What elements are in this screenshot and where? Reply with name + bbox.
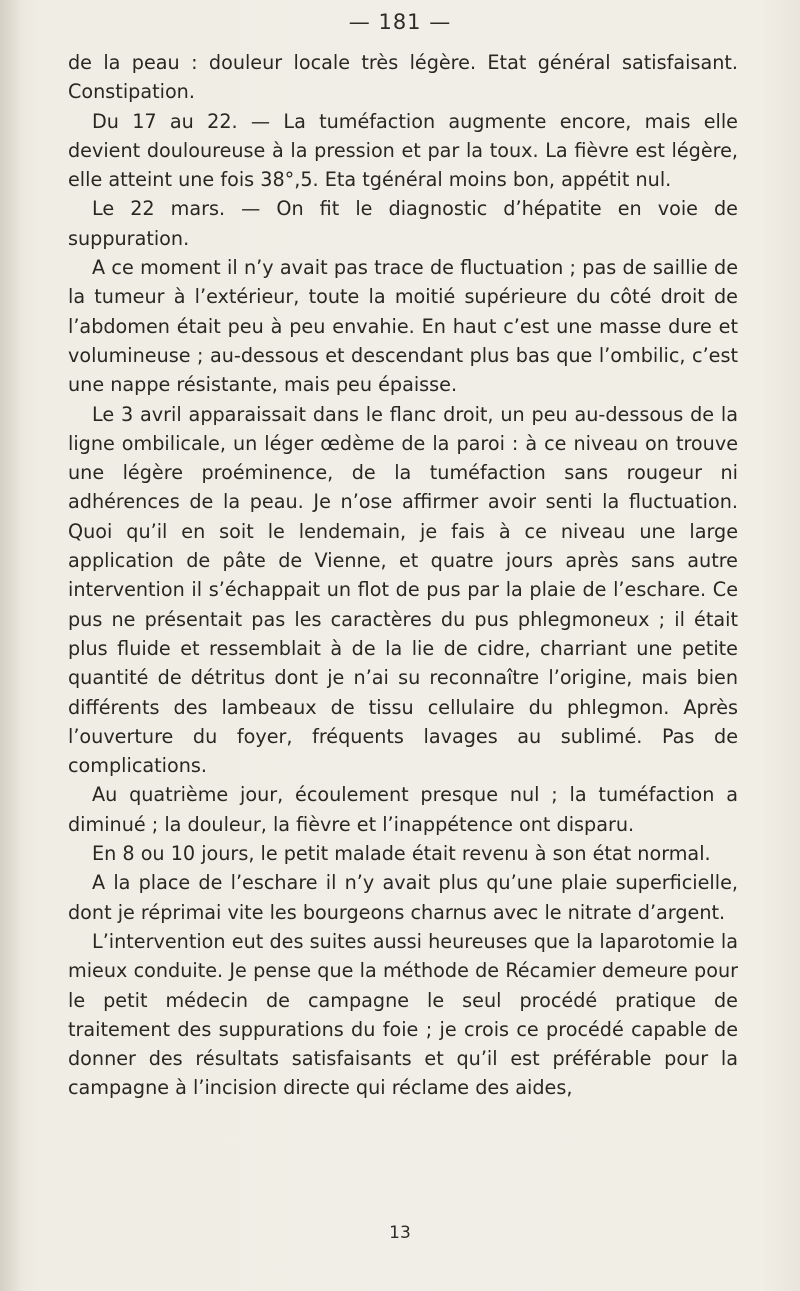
paragraph-6: Au quatrième jour, écoulement presque nul ; la tuméfaction a diminué ; la douleur, la fièvre et l’inappétence ont disparu. [68,783,738,836]
page-number: — 181 — [348,10,452,34]
signature-number: 13 [389,1223,411,1243]
paragraph-7: En 8 ou 10 jours, le petit malade était revenu à son état normal. [92,842,711,866]
paragraph-9: L’intervention eut des suites aussi heureuses que la laparotomie la mieux conduite. Je pense que la méthode de Récamier demeure pour le petit médecin de campagne le seul procédé pratique de traitement des suppurations du foie ; je crois ce procédé capable de donner des résultats satisfaisants et qu’il est préférable pour la campagne à l’incision directe qui réclame des aides, [68,929,738,1100]
paragraph-2: Du 17 au 22. — La tuméfaction augmente encore, mais elle devient douloureuse à la pression et par la toux. La fièvre est légère, elle atteint une fois 38°,5. Eta tgénéral moins bon, appétit nul. [68,109,738,192]
paragraph-3: Le 22 mars. — On fit le diagnostic d’hépatite en voie de suppuration. [68,197,738,250]
paragraph-8: A la place de l’eschare il n’y avait plus qu’une plaie superficielle, dont je réprimai vite les bourgeons charnus avec le nitrate d’argent. [68,871,738,924]
paragraph-5: Le 3 avril apparaissait dans le flanc droit, un peu au-dessous de la ligne ombilicale, un léger œdème de la paroi : à ce niveau on trouve une légère proéminence, de la tuméfaction sans rougeur ni adhérences de la peau. Je n’ose affirmer avoir senti la fluctuation. Quoi qu’il en soit le lendemain, je fais à ce niveau une large application de pâte de Vienne, et quatre jours après sans autre intervention il s’échappait un flot de pus par la plaie de l’eschare. Ce pus ne présentait pas les caractères du pus phlegmoneux ; il était plus fluide et ressemblait à de la lie de cidre, charriant une petite quantité de détritus dont je n’ai su reconnaître l’origine, mais bien différents des lambeaux de tissu cellulaire du phlegmon. Après l’ouverture du foyer, fréquents lavages au sublimé. Pas de complications. [68,402,738,778]
page-spine-shadow [0,0,22,1291]
body-text [68,48,738,1103]
paragraph-4: A ce moment il n’y avait pas trace de fluctuation ; pas de saillie de la tumeur à l’extérieur, toute la moitié supérieure du côté droit de l’abdomen était peu à peu envahie. En haut c’est une masse dure et volumineuse ; au-dessous et descendant plus bas que l’ombilic, c’est une nappe résistante, mais peu épaisse. [68,256,738,397]
paragraph-1: de la peau : douleur locale très légère. Etat général satisfaisant. Constipation. [68,51,738,104]
